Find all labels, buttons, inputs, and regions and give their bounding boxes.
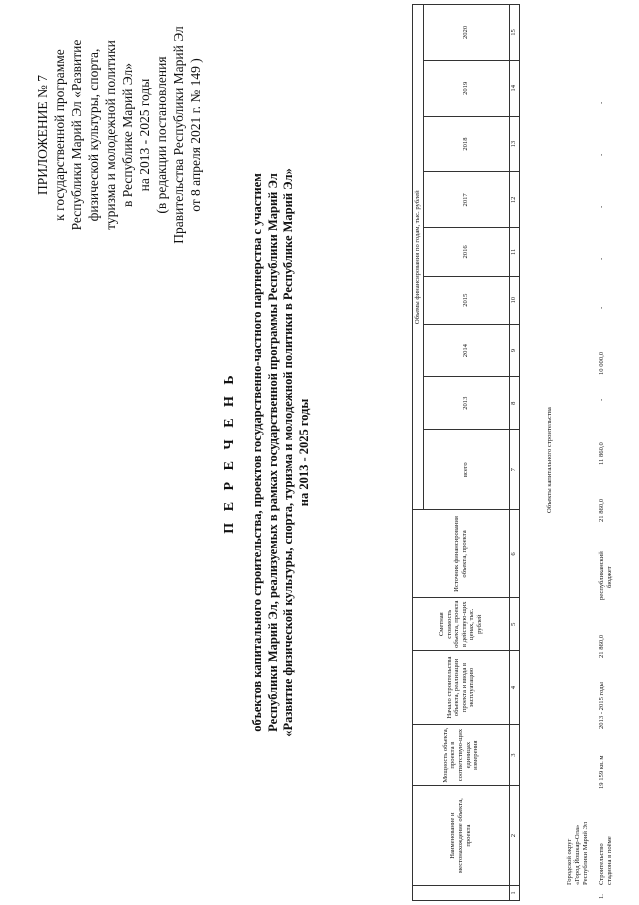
column-number: 8 (509, 377, 519, 430)
section-title: Объекты капитального строительства (546, 407, 553, 513)
object-total: 21 860,0 (598, 498, 605, 522)
header-volumes: Объемы финансирования по годам, тыс. рублей (413, 5, 424, 510)
financing-table (412, 4, 520, 901)
header-year: 2020 (423, 5, 509, 61)
object-name-line: Строительство (598, 843, 605, 885)
column-number: 5 (509, 598, 519, 651)
object-capacity: 19 159 кв. м (598, 755, 605, 789)
value-2017: - (598, 257, 605, 260)
header-year: 2015 (423, 276, 509, 324)
header-year: 2018 (423, 116, 509, 172)
column-number: 14 (509, 60, 519, 116)
heading-line: объектов капитального строительства, проектов государственно-частного партнерства с участием (250, 173, 264, 732)
appendix-line: на 2013 - 2025 годы (137, 78, 152, 192)
header-year: 2017 (423, 172, 509, 228)
column-number: 6 (509, 510, 519, 598)
heading-line: «Развитие физической культуры, спорта, туризма и молодежной политики в Республике Марий Эл» (281, 168, 295, 737)
value-2016: - (598, 306, 605, 309)
municipality-line: Городской округ (566, 838, 573, 885)
header-number-cell (413, 885, 510, 900)
appendix-line: Правительства Республики Марий Эл (171, 26, 186, 244)
column-number: 3 (509, 725, 519, 786)
appendix-line: (в редакции постановления (154, 56, 169, 214)
object-name-line: стадиона в поёме (606, 836, 613, 885)
row-number: 1. (598, 894, 605, 899)
heading-line: Республики Марий Эл, реализуемых в рамках государственной программы Республики Марий Эл (265, 173, 280, 732)
object-cost: 21 860,0 (598, 634, 605, 658)
appendix-line: туризма и молодежной политики (103, 40, 118, 230)
value-2018: - (598, 205, 605, 208)
column-number: 10 (509, 276, 519, 324)
header-total: всего (423, 429, 509, 509)
appendix-line: физической культуры, спорта, (86, 48, 101, 222)
value-2020: - (598, 101, 605, 104)
column-number: 2 (509, 786, 519, 886)
header-name: Наименование и местонахождение объекта, проекта (413, 786, 510, 886)
header-year: 2013 (423, 377, 509, 430)
appendix-line: к государственной программе (52, 49, 67, 221)
municipality-line: «Город Йошкар-Ола» (574, 824, 581, 885)
header-cost: Сметная стоимость объекта, проекта в действую-щих ценах, тыс. рублей (413, 598, 510, 651)
column-number: 9 (509, 324, 519, 377)
column-number: 7 (509, 429, 519, 509)
object-source-line: республиканский (598, 551, 605, 600)
value-2013: 11 860,0 (598, 442, 605, 465)
value-2015: 10 000,0 (598, 351, 605, 375)
appendix-line: в Республике Марий Эл» (120, 62, 135, 208)
value-2019: - (598, 153, 605, 156)
appendix-line: Республики Марий Эл «Развитие (69, 39, 84, 231)
value-2014: - (598, 398, 605, 401)
column-number: 4 (509, 651, 519, 725)
header-start: Начало строительства объекта, реализации проекта и ввода в эксплуатацию (413, 651, 510, 725)
column-number: 13 (509, 116, 519, 172)
municipality-line: Республики Марий Эл (582, 821, 589, 885)
object-period: 2013 - 2015 годы (598, 682, 605, 729)
object-source-line: бюджет (606, 566, 613, 588)
appendix-note (34, 5, 204, 265)
header-year: 2014 (423, 324, 509, 377)
header-year: 2019 (423, 60, 509, 116)
appendix-line: от 8 апреля 2021 г. № 149 ) (188, 58, 203, 212)
header-source: Источник финансирования объекта, проекта (413, 510, 510, 598)
column-number: 11 (509, 228, 519, 276)
header-capacity: Мощность объекта, проекта в соответствую-щих единицах измерения (413, 725, 510, 786)
heading-line: на 2013 - 2025 годы (296, 398, 311, 507)
document-heading (222, 140, 312, 765)
appendix-line: ПРИЛОЖЕНИЕ № 7 (35, 74, 50, 196)
document-title: П Е Р Е Ч Е Н Ь (222, 371, 237, 534)
header-year: 2016 (423, 228, 509, 276)
column-number: 12 (509, 172, 519, 228)
column-number: 1 (509, 885, 519, 900)
column-number: 15 (509, 5, 519, 61)
